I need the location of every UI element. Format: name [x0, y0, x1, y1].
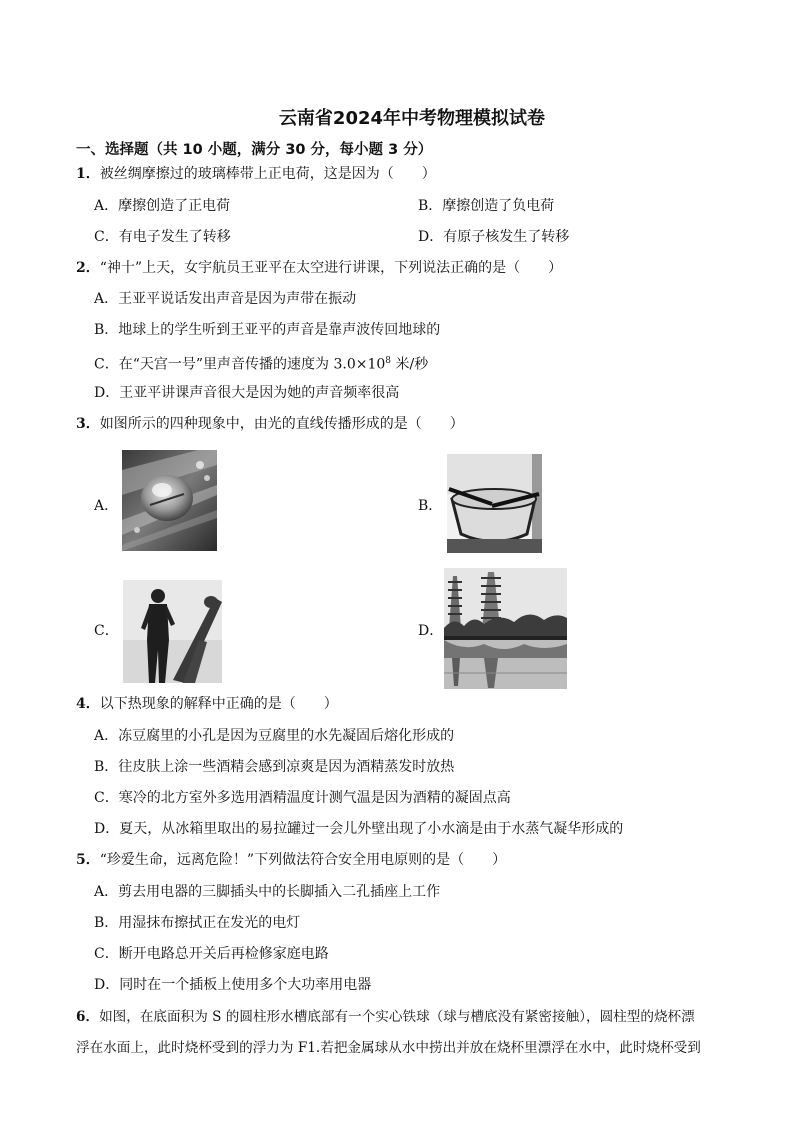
q4-option-a: A．冻豆腐里的小孔是因为豆腐里的水先凝固后熔化形成的 [94, 728, 455, 744]
q2-option-c-unit: 米/秒 [391, 356, 429, 373]
q4-option-d: D．夏天，从冰箱里取出的易拉罐过一会儿外壁出现了小水滴是由于水蒸气凝华形成的 [94, 821, 624, 837]
q2-option-c [94, 352, 428, 374]
q4-option-c: C．寒冷的北方室外多选用酒精温度计测气温是因为酒精的凝固点高 [94, 790, 511, 806]
question-text: “珍爱生命，远离危险！”下列做法符合安全用电原则的是（ ） [99, 852, 507, 868]
question-3 [76, 415, 464, 433]
question-text: 如图所示的四种现象中，由光的直线传播形成的是（ ） [99, 416, 464, 432]
question-text: 以下热现象的解释中正确的是（ ） [99, 696, 338, 712]
question-6-line-2: 浮在水面上，此时烧杯受到的浮力为 F1.若把金属球从水中捞出并放在烧杯里漂浮在水中，此时烧杯受到 [76, 1040, 701, 1056]
pagoda-reflection-photo [444, 568, 567, 689]
question-number: 3． [76, 416, 100, 432]
q2-option-b: B．地球上的学生听到王亚平的声音是靠声波传回地球的 [94, 322, 441, 338]
q1-option-c: C．有电子发生了转移 [94, 229, 231, 245]
bowl-chopstick-photo [447, 454, 542, 553]
question-5 [76, 851, 506, 869]
q5-option-b: B．用湿抹布擦拭正在发光的电灯 [94, 915, 301, 931]
q5-option-c: C．断开电路总开关后再检修家庭电路 [94, 946, 329, 962]
q5-option-d: D．同时在一个插板上使用多个大功率用电器 [94, 977, 372, 993]
q3-option-d-label: D． [418, 623, 444, 639]
q1-option-b: B．摩擦创造了负电荷 [418, 198, 555, 214]
q1-option-d: D．有原子核发生了转移 [418, 229, 570, 245]
question-4 [76, 695, 338, 713]
question-6 [76, 1008, 695, 1026]
page-title: 云南省2024年中考物理模拟试卷 [278, 108, 546, 129]
question-2 [76, 259, 562, 277]
question-number: 6． [76, 1009, 100, 1025]
q5-option-a: A．剪去用电器的三脚插头中的长脚插入二孔插座上工作 [94, 884, 441, 900]
q3-option-a-label: A． [94, 498, 119, 514]
question-text: 如图，在底面积为 S 的圆柱形水槽底部有一个实心铁球（球与槽底没有紧密接触），圆柱型的烧杯漂 [99, 1009, 695, 1025]
q3-option-b-label: B． [418, 498, 443, 514]
q3-option-c-label: C． [94, 623, 119, 639]
question-number: 4． [76, 696, 100, 712]
q2-option-d: D．王亚平讲课声音很大是因为她的声音频率很高 [94, 385, 400, 401]
q4-option-b: B．往皮肤上涂一些酒精会感到凉爽是因为酒精蒸发时放热 [94, 759, 455, 775]
question-1 [76, 165, 436, 183]
shadow-photo [123, 580, 222, 683]
q2-option-c-exponent: 8 [385, 356, 392, 366]
q2-option-a: A．王亚平说话发出声音是因为声带在振动 [94, 291, 357, 307]
question-number: 5． [76, 852, 100, 868]
question-number: 1． [76, 166, 100, 182]
question-number: 2． [76, 260, 100, 276]
question-text: “神十”上天，女宇航员王亚平在太空进行讲课，下列说法正确的是（ ） [99, 260, 563, 276]
question-text: 被丝绸摩擦过的玻璃棒带上正电荷，这是因为（ ） [99, 166, 436, 182]
water-drop-photo [122, 450, 217, 551]
q2-option-c-text: C．在“天宫一号”里声音传播的速度为 3.0×10 [94, 356, 386, 373]
q1-option-a: A．摩擦创造了正电荷 [94, 198, 231, 214]
section-heading: 一、选择题（共 10 小题，满分 30 分，每小题 3 分） [76, 142, 433, 158]
